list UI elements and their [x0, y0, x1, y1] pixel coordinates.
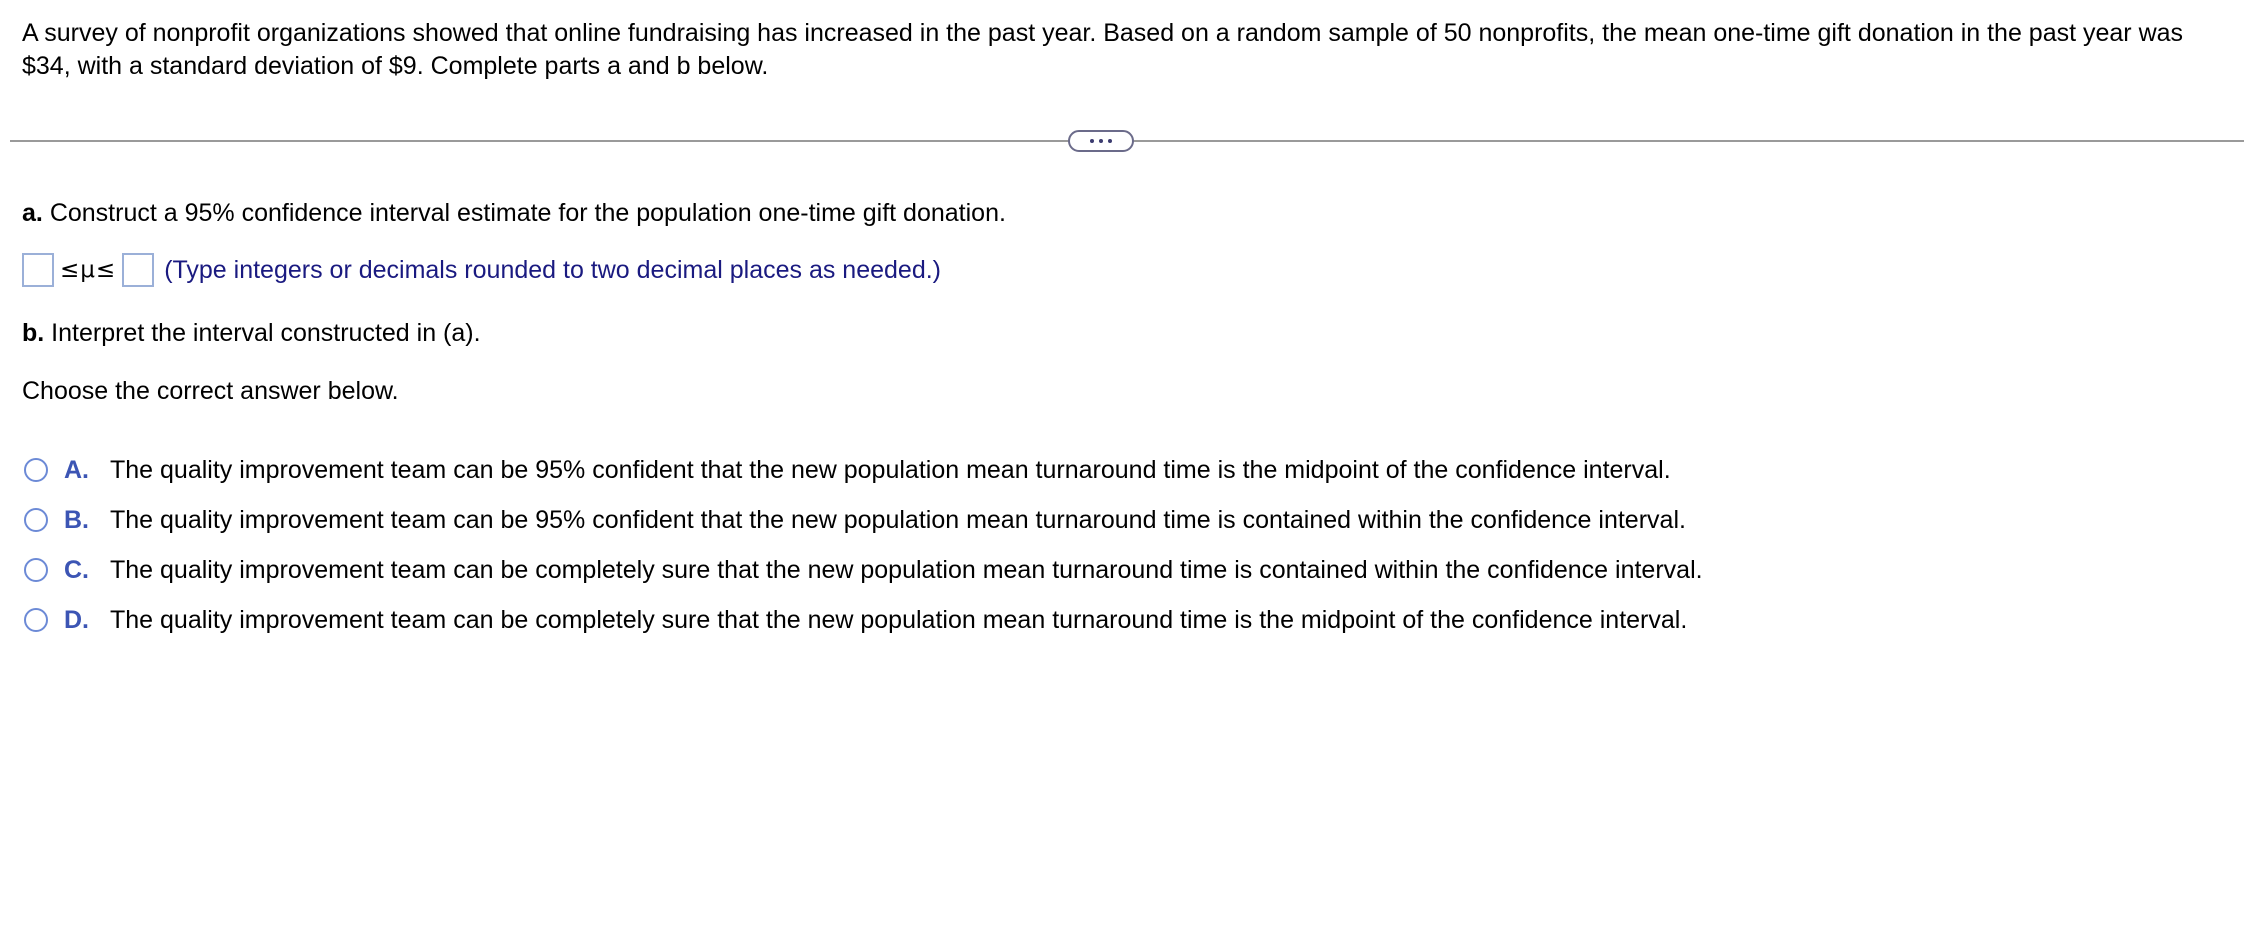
- option-b[interactable]: [24, 495, 1703, 545]
- ellipsis-icon: [1090, 139, 1112, 143]
- upper-bound-input[interactable]: [122, 253, 154, 287]
- option-d[interactable]: [24, 595, 1703, 645]
- show-more-button[interactable]: [1068, 130, 1134, 152]
- part-b-prompt: Interpret the interval constructed in (a).: [51, 319, 481, 347]
- inequality-mu-symbol: ≤μ≤: [60, 257, 117, 283]
- option-letter: A.: [64, 455, 89, 484]
- option-letter: B.: [64, 505, 89, 534]
- radio-icon[interactable]: [24, 458, 48, 482]
- radio-icon[interactable]: [24, 608, 48, 632]
- option-text: The quality improvement team can be completely sure that the new population mean turnaround time is the midpoint of the confidence interval.: [110, 605, 1688, 634]
- option-text: The quality improvement team can be 95% confident that the new population mean turnaround time is contained within the confidence interval.: [110, 505, 1686, 534]
- problem-statement: A survey of nonprofit organizations showed that online fundraising has increased in the past year. Based on a random sample of 50 nonprofits, the mean one-time gift donation in the past year was $34, with a standard deviation of $9. Complete parts a and b below.: [22, 19, 2184, 80]
- part-b-label: b.: [22, 319, 45, 347]
- answer-format-hint: (Type integers or decimals rounded to two decimal places as needed.): [164, 255, 941, 284]
- section-divider: [10, 130, 2244, 152]
- part-a-question: [22, 198, 1006, 228]
- radio-icon[interactable]: [24, 558, 48, 582]
- option-text: The quality improvement team can be 95% confident that the new population mean turnaround time is the midpoint of the confidence interval.: [110, 455, 1671, 484]
- choose-instruction: Choose the correct answer below.: [22, 377, 399, 405]
- option-letter: C.: [64, 555, 89, 584]
- part-b-question: [22, 318, 481, 348]
- option-a[interactable]: [24, 445, 1703, 495]
- part-a-label: a.: [22, 199, 43, 227]
- option-text: The quality improvement team can be completely sure that the new population mean turnaround time is contained within the confidence interval.: [110, 555, 1703, 584]
- option-letter: D.: [64, 605, 89, 634]
- answer-options: [24, 445, 1703, 645]
- option-c[interactable]: [24, 545, 1703, 595]
- radio-icon[interactable]: [24, 508, 48, 532]
- part-a-prompt: Construct a 95% confidence interval estimate for the population one-time gift donation.: [49, 199, 1006, 227]
- confidence-interval-answer-row: [22, 250, 941, 290]
- lower-bound-input[interactable]: [22, 253, 54, 287]
